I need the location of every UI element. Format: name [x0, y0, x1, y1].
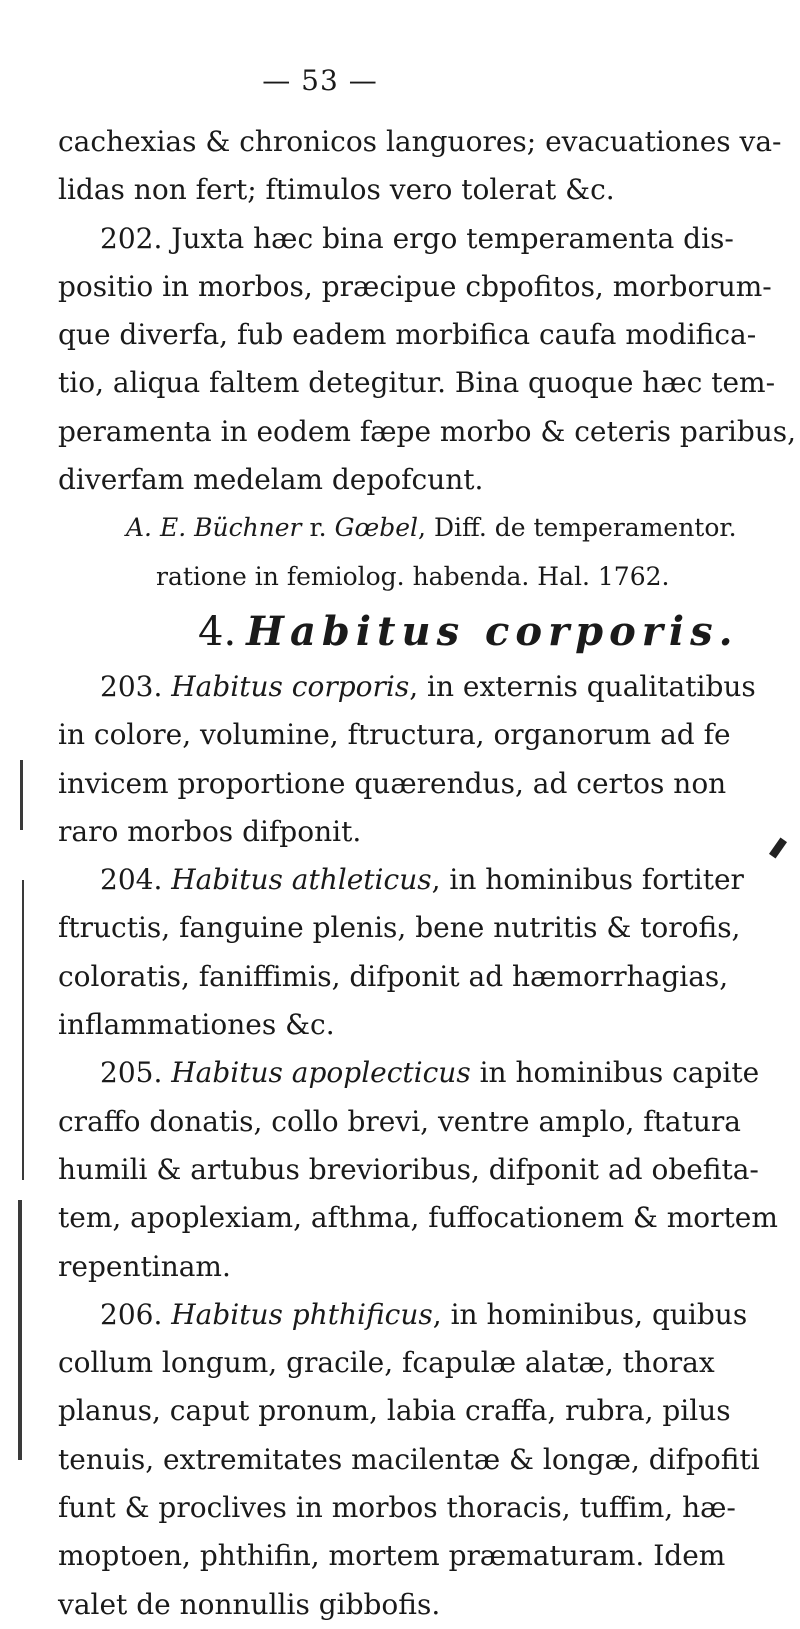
text-line: cachexias & chronicos languores; evacuationes va-	[58, 125, 782, 158]
reference-line	[58, 504, 737, 552]
paragraph-term: Habitus phthificus	[171, 1297, 433, 1331]
text-line: que diverfa, fub eadem morbifica caufa modifica-	[58, 318, 757, 352]
ink-blot	[769, 838, 787, 859]
text-line: in colore, volumine, ftructura, organorum ad fe	[58, 718, 731, 752]
text-line: invicem proportione quærendus, ad certos non	[58, 766, 727, 800]
text-line: peramenta in eodem fæpe morbo & ceteris paribus,	[58, 414, 797, 448]
text-line: ftructis, fanguine plenis, bene nutritis & torofis,	[58, 911, 741, 945]
paragraph-205	[58, 1049, 760, 1097]
text-line: valet de nonnullis gibbofis.	[58, 1587, 441, 1621]
reference-line: ratione in femiolog. habenda. Hal. 1762.	[156, 561, 670, 591]
reference-respondent: Gœbel	[334, 513, 419, 543]
text-line: humili & artubus brevioribus, difponit ad obefita-	[58, 1152, 759, 1186]
paragraph-term: Habitus apoplecticus	[171, 1056, 471, 1090]
paragraph-text: in hominibus capite	[470, 1056, 760, 1090]
text-line: tenuis, extremitates macilentæ & longæ, difpofiti	[58, 1442, 760, 1476]
page-number: — 53 —	[262, 64, 378, 97]
paragraph-term: Habitus corporis	[171, 669, 410, 703]
reference-title: , Diff. de temperamentor.	[418, 513, 737, 543]
text-line: tio, aliqua faltem detegitur. Bina quoque hæc tem-	[58, 366, 776, 400]
text-line: diverfam medelam depofcunt.	[58, 463, 484, 497]
text-line: moptoen, phthifin, mortem præmaturam. Idem	[58, 1539, 726, 1573]
paragraph-206	[58, 1291, 748, 1339]
section-heading	[58, 601, 739, 663]
text-line: coloratis, faniffimis, difponit ad hæmorrhagias,	[58, 959, 729, 993]
paragraph-204	[58, 856, 744, 904]
text-line: inflammationes &c.	[58, 1008, 335, 1042]
paragraph-text: , in hominibus fortiter	[431, 863, 744, 897]
section-number: 4.	[198, 608, 237, 655]
text-line: raro morbos difponit.	[58, 814, 362, 848]
binding-shadow-line	[20, 760, 23, 830]
text-line: tem, apoplexiam, afthma, fuffocationem & mortem	[58, 1201, 778, 1235]
text-line: repentinam.	[58, 1249, 231, 1283]
paragraph-202: 202. Juxta hæc bina ergo temperamenta dis-	[100, 221, 734, 255]
reference-author: A. E. Büchner	[126, 513, 302, 543]
paragraph-number: 204.	[100, 863, 172, 897]
paragraph-number: 203.	[100, 669, 172, 703]
section-title: Habitus corporis.	[246, 607, 739, 655]
page-body	[58, 118, 797, 1629]
paragraph-term: Habitus athleticus	[171, 863, 432, 897]
paragraph-text: , in externis qualitatibus	[409, 669, 756, 703]
paragraph-number: 206.	[100, 1297, 172, 1331]
text-line: positio in morbos, præcipue cbpofitos, morborum-	[58, 269, 772, 303]
binding-shadow-line	[22, 880, 24, 1180]
text-line: lidas non fert; ftimulos vero tolerat &c.	[58, 173, 615, 207]
text-line: planus, caput pronum, labia craffa, rubra, pilus	[58, 1394, 731, 1428]
paragraph-203	[58, 663, 756, 711]
paragraph-text: , in hominibus, quibus	[432, 1297, 748, 1331]
text-line: funt & proclives in morbos thoracis, tuffim, hæ-	[58, 1491, 736, 1525]
reference-r: r.	[301, 513, 335, 543]
text-line: collum longum, gracile, fcapulæ alatæ, thorax	[58, 1346, 715, 1380]
binding-shadow-line	[18, 1200, 22, 1460]
paragraph-number: 205.	[100, 1056, 172, 1090]
text-line: craffo donatis, collo brevi, ventre amplo, ftatura	[58, 1104, 741, 1138]
